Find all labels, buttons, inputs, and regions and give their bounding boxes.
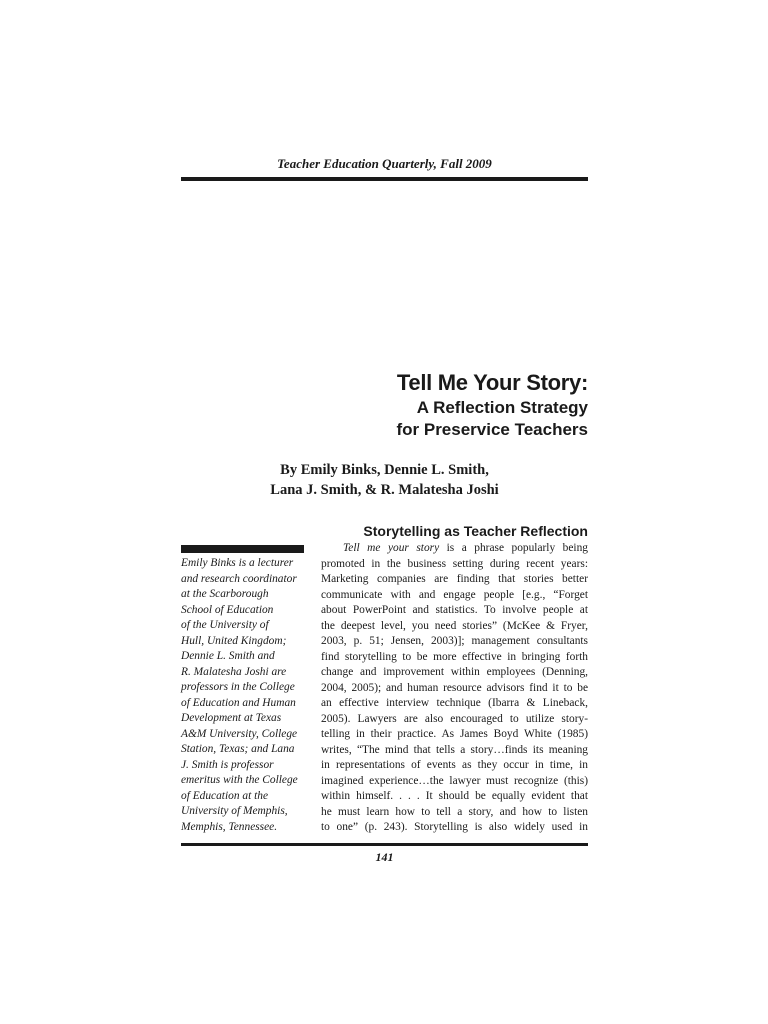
body-line: in representations of events as they occur in time, in [321,759,588,771]
author-note-line: and research coordinator [181,572,297,585]
body-line: change and improvement within employees (Denning, [321,666,588,678]
page-number: 141 [375,850,394,864]
author-note-line: emeritus with the College [181,774,298,786]
body-line: writes, “The mind that tells a story…finds its meaning [321,743,588,756]
author-note-line: Dennie L. Smith and [181,650,275,662]
body-line: Marketing companies are finding that stories better [321,573,588,585]
title-subtitle-line-1: A Reflection Strategy [416,398,588,417]
body-first-line-rest: is a phrase popularly being [439,542,588,554]
body-line: to one” (p. 243). Storytelling is also widely used in [321,821,588,833]
author-note-rule [181,545,304,553]
author-note-line: School of Education [181,603,274,616]
header-rule [181,177,588,181]
body-line: find storytelling to be more effective in bringing forth [321,650,588,663]
author-note-line: J. Smith is professor [181,758,274,771]
footer-rule [181,843,588,846]
author-note-line: of Education and Human [181,696,296,709]
body-line: the deepest level, you need stories” (McKee & Fryer, [321,619,588,632]
body-line: promoted in the business setting during recent years: [321,557,588,570]
author-note [181,556,316,835]
author-note-line: A&M University, College [181,727,298,740]
title-main: Tell Me Your Story: [396,370,588,395]
author-note-line: Station, Texas; and Lana [181,743,295,755]
title-subtitle-line-2: for Preservice Teachers [396,420,588,439]
section-heading: Storytelling as Teacher Reflection [363,523,588,539]
byline-line-1: By Emily Binks, Dennie L. Smith, [280,462,489,478]
body-line: communicate with and engage people [e.g., “Forget [321,588,588,601]
body-line: he must learn how to tell a story, and how to listen [321,805,588,818]
body-line: 2004, 2005); and human resource advisors find it to be [321,681,588,694]
article-title [300,369,588,441]
body-line: an effective interview technique (Ibarra & Lineback, [321,697,588,709]
author-note-line: University of Memphis, [181,805,288,817]
author-note-line: Emily Binks is a lecturer [181,557,294,569]
author-note-line: Development at Texas [181,712,282,724]
byline-line-2: Lana J. Smith, & R. Malatesha Joshi [270,482,499,498]
body-line: within himself. . . . It should be equally evident that [321,790,588,802]
body-line: telling in their practice. As James Boyd White (1985) [321,728,588,740]
author-note-line: Memphis, Tennessee. [181,820,278,833]
body-line-first [321,541,588,557]
author-note-line: Hull, United Kingdom; [181,634,287,647]
body-line: imagined experience…the lawyer must recognize (this) [321,774,588,787]
body-line: 2003, p. 51; Jensen, 2003)]; management consultants [321,635,588,647]
body-paragraph [321,541,588,836]
running-head: Teacher Education Quarterly, Fall 2009 [277,156,492,171]
body-line: 2005). Lawyers are also encouraged to utilize story- [321,712,588,725]
author-note-line: R. Malatesha Joshi are [181,665,287,678]
byline [181,460,588,500]
author-note-line: professors in the College [181,681,295,693]
body-italic-phrase: Tell me your story [343,542,440,554]
author-note-line: of the University of [181,619,269,631]
author-note-line: of Education at the [181,789,268,802]
author-note-line: at the Scarborough [181,588,269,600]
body-line: about PowerPoint and statistics. To involve people at [321,604,588,616]
